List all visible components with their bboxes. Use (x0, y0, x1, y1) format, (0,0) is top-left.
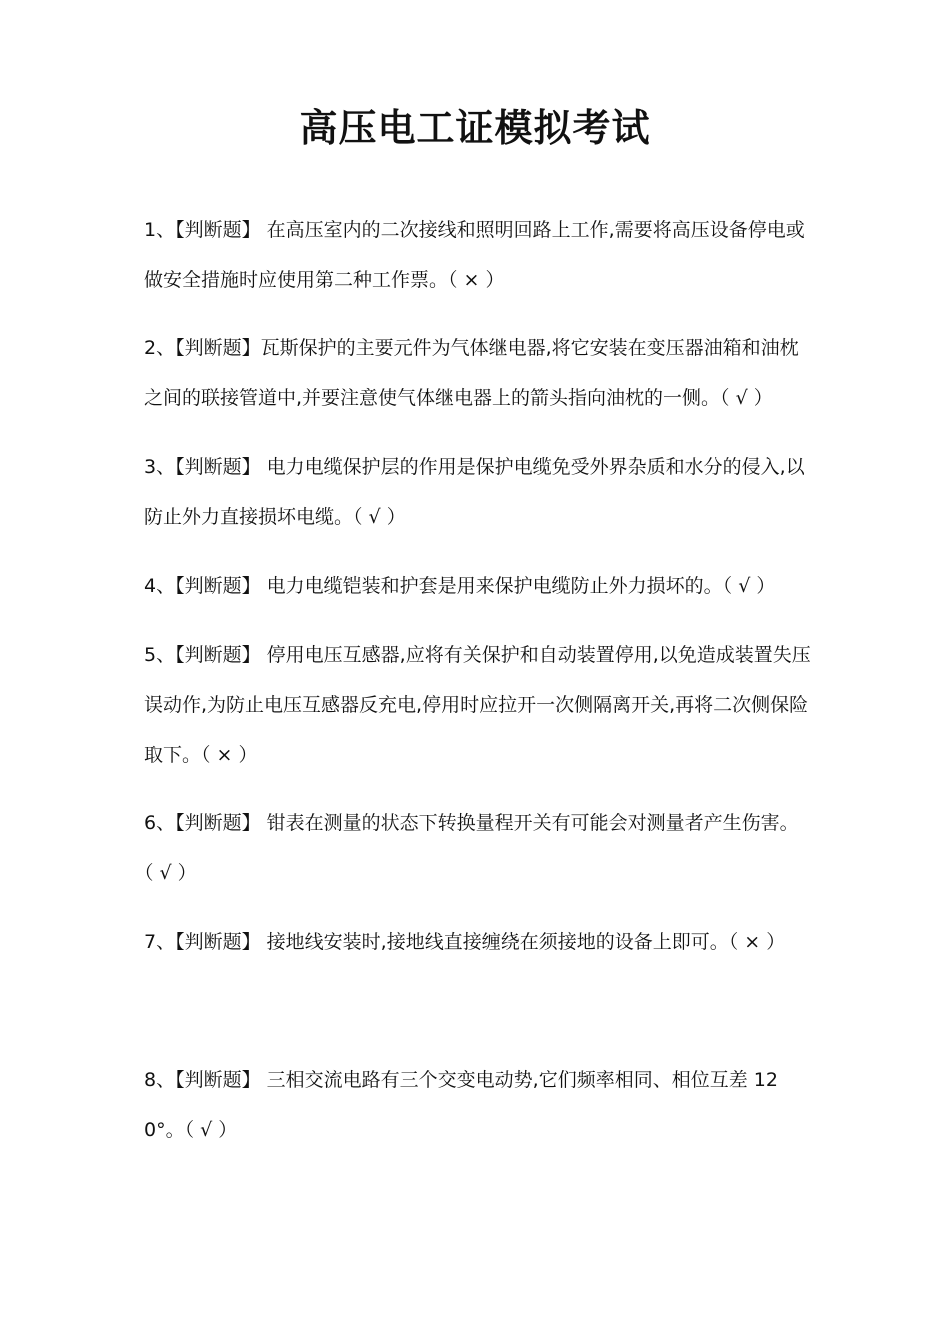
question-type: 【判断题】 (175, 575, 261, 597)
question-text: 三相交流电路有三个交变电动势,它们频率相同、相位互差 120°。 (144, 1069, 778, 1141)
question-number: 5、 (144, 644, 176, 666)
question-number: 3、 (144, 456, 176, 478)
question-text: 电力电缆保护层的作用是保护电缆免受外界杂质和水分的侵入,以防止外力直接损坏电缆。 (144, 456, 805, 528)
question-number: 6、 (144, 812, 176, 834)
question-2 (144, 323, 814, 423)
question-type: 【判断题】 (175, 337, 261, 359)
question-answer: （ √ ） (144, 862, 197, 884)
question-number: 2、 (144, 337, 176, 359)
question-text: 瓦斯保护的主要元件为气体继电器,将它安装在变压器油箱和油枕之间的联接管道中,并要注意使气体继电器上的箭头指向油枕的一侧。 (144, 337, 799, 409)
question-3 (144, 442, 814, 542)
question-answer: （ × ） (201, 744, 258, 766)
question-7 (144, 917, 814, 967)
question-number: 8、 (144, 1069, 176, 1091)
question-8 (144, 1055, 814, 1155)
question-text: 钳表在测量的状态下转换量程开关有可能会对测量者产生伤害。 (266, 812, 799, 834)
question-type: 【判断题】 (175, 456, 261, 478)
question-text: 电力电缆铠装和护套是用来保护电缆防止外力损坏的。 (266, 575, 723, 597)
question-number: 1、 (144, 219, 176, 241)
question-type: 【判断题】 (175, 1069, 261, 1091)
question-answer: （ √ ） (353, 506, 406, 528)
question-number: 4、 (144, 575, 176, 597)
page-title: 高压电工证模拟考试 (299, 106, 651, 150)
question-answer: （ √ ） (184, 1119, 238, 1141)
question-answer: （ × ） (448, 269, 505, 291)
question-type: 【判断题】 (175, 812, 261, 834)
question-text: 停用电压互感器,应将有关保护和自动装置停用,以免造成装置失压误动作,为防止电压互感器反充电,停用时应拉开一次侧隔离开关,再将二次侧保险取下。 (144, 644, 811, 766)
question-5 (144, 630, 814, 780)
question-answer: （ × ） (728, 931, 786, 953)
question-text: 接地线安装时,接地线直接缠绕在须接地的设备上即可。 (266, 931, 729, 953)
question-number: 7、 (144, 931, 176, 953)
question-answer: （ √ ） (720, 387, 773, 409)
question-text: 在高压室内的二次接线和照明回路上工作,需要将高压设备停电或做安全措施时应使用第二种工作票。 (144, 219, 805, 291)
question-answer: （ √ ） (722, 575, 776, 597)
question-6 (144, 798, 814, 898)
question-type: 【判断题】 (175, 219, 261, 241)
question-type: 【判断题】 (175, 931, 261, 953)
question-type: 【判断题】 (175, 644, 261, 666)
question-4 (144, 561, 814, 611)
question-1 (144, 205, 814, 305)
